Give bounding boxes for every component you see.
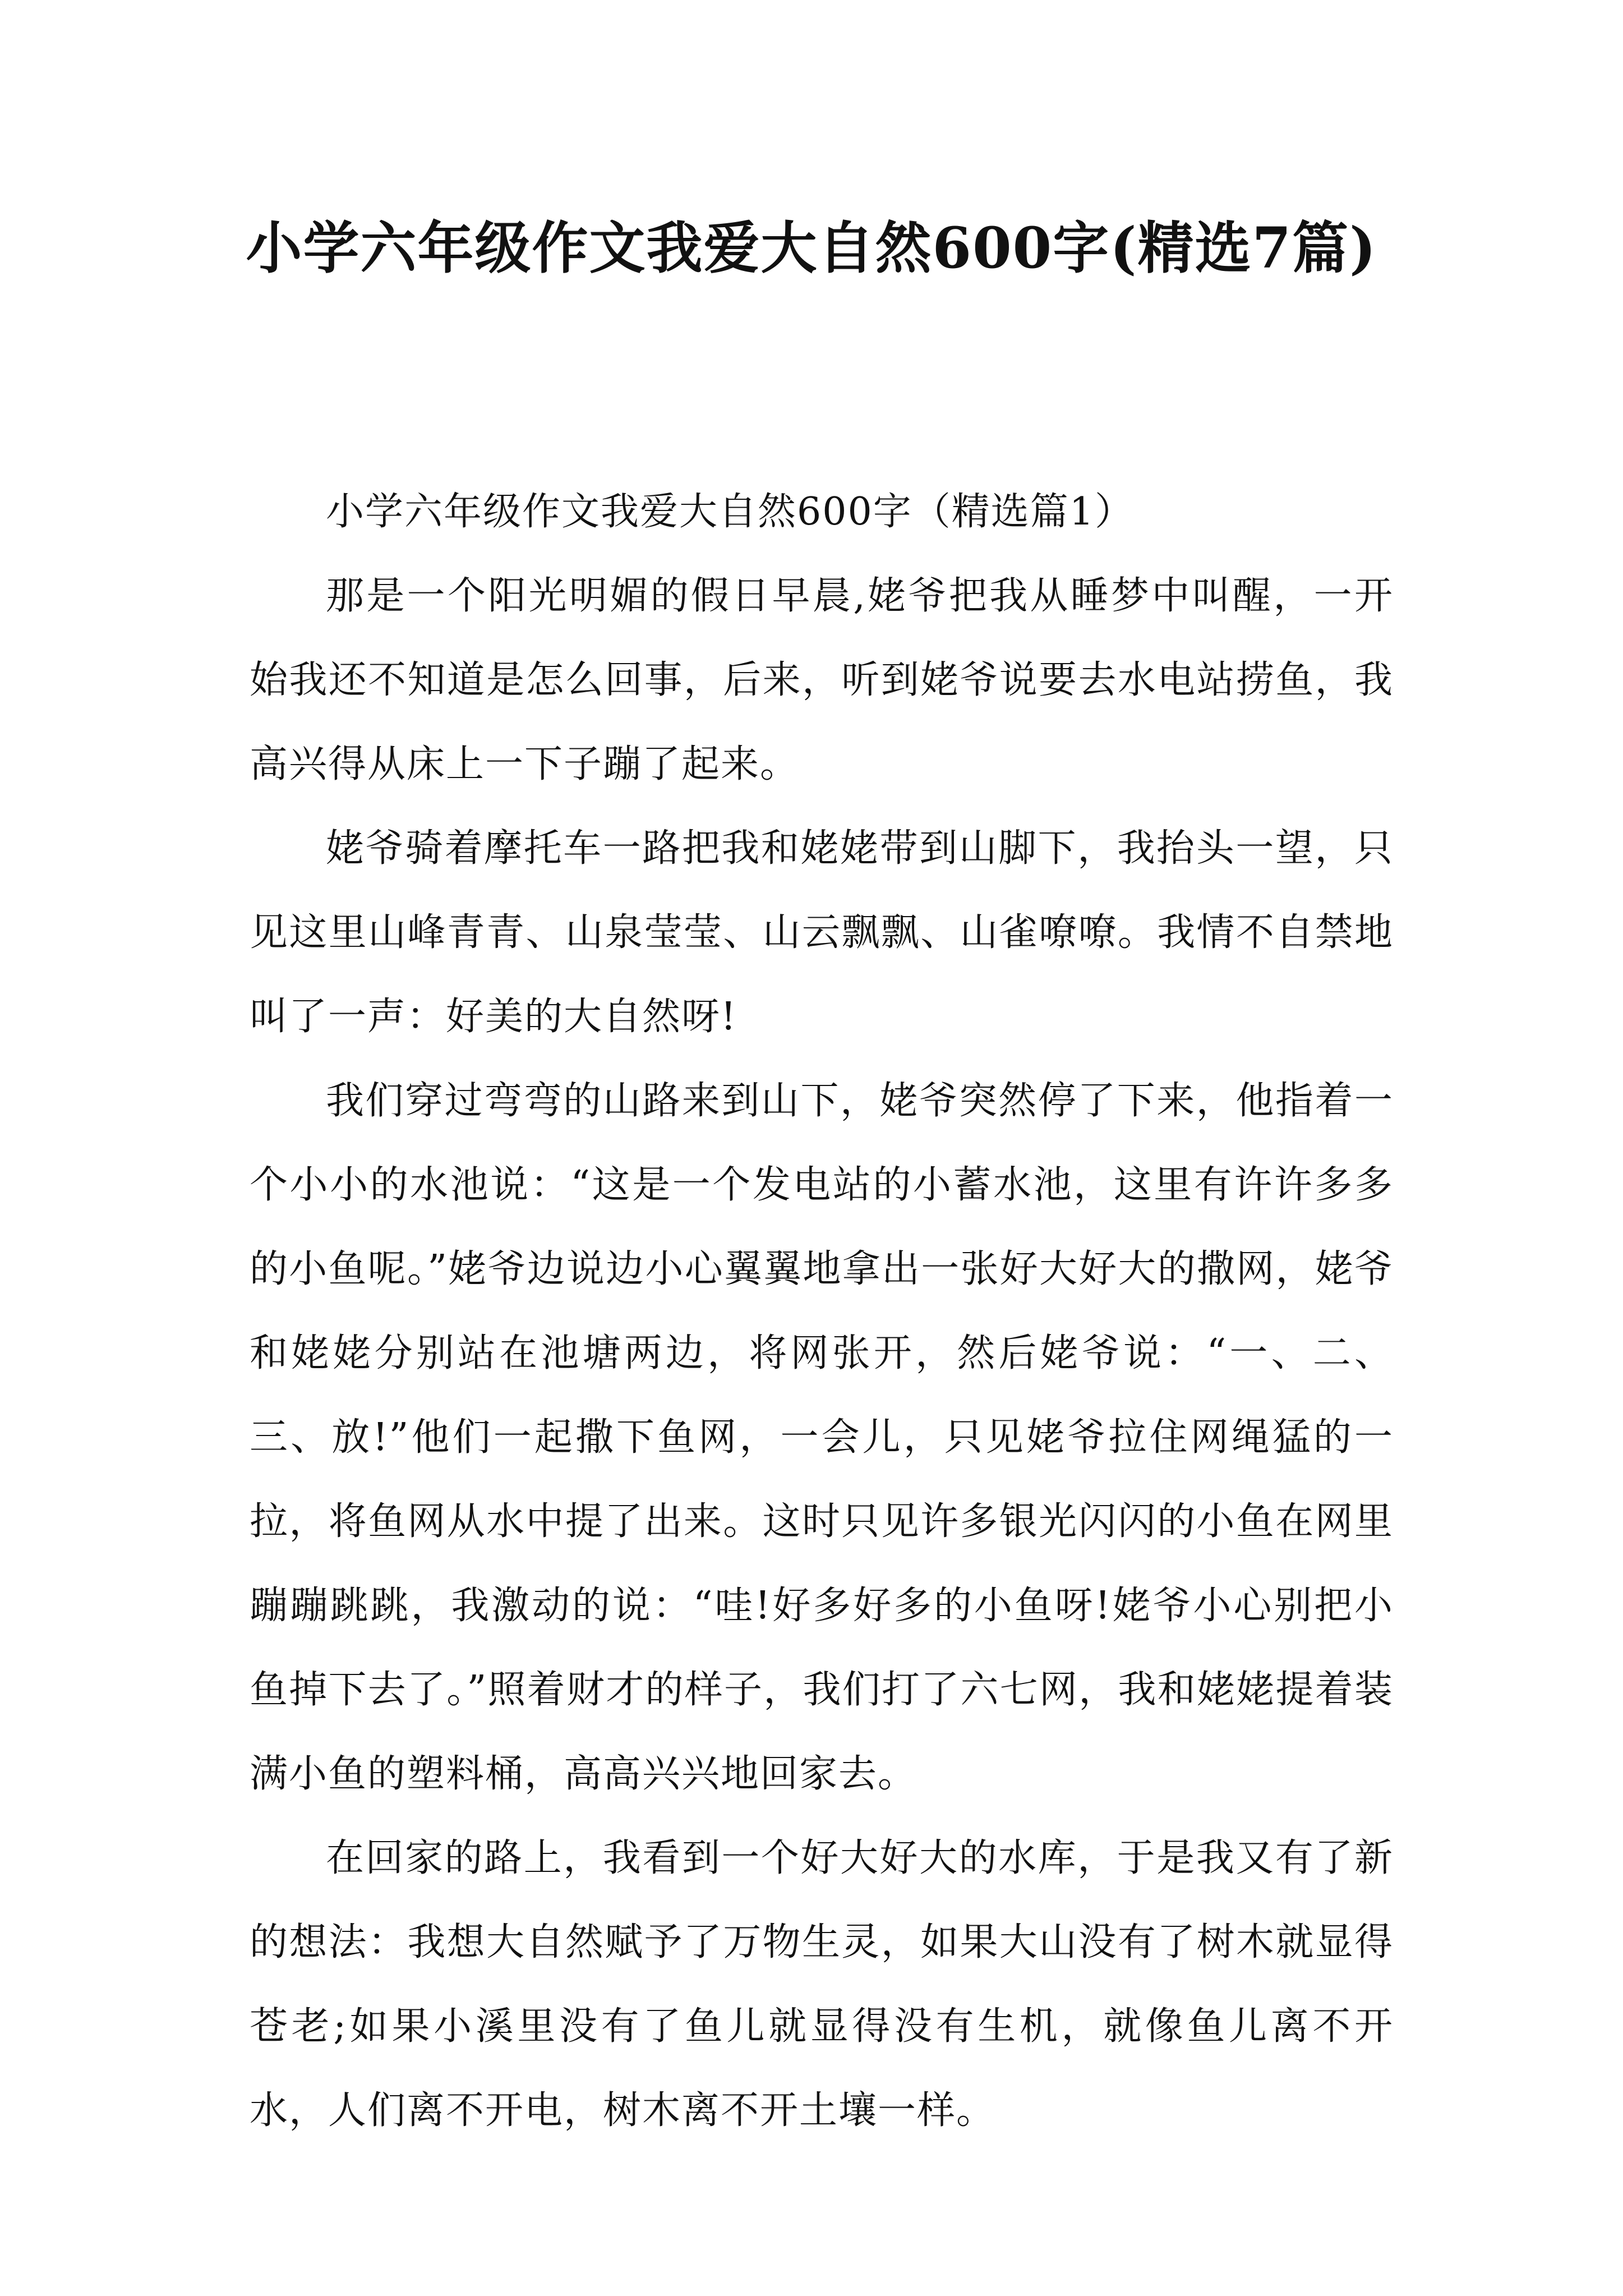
document-body — [250, 470, 1394, 2153]
paragraph: 在回家的路上，我看到一个好大好大的水库，于是我又有了新的想法：我想大自然赋予了万物生灵，如果大山没有了树木就显得苍老;如果小溪里没有了鱼儿就显得没有生机，就像鱼儿离不开水，人们离不开电，树木离不开土壤一样。 — [250, 1836, 1394, 2133]
paragraph: 那是一个阳光明媚的假日早晨,姥爷把我从睡梦中叫醒，一开始我还不知道是怎么回事，后来，听到姥爷说要去水电站捞鱼，我高兴得从床上一下子蹦了起来。 — [250, 574, 1394, 786]
paragraph: 我们穿过弯弯的山路来到山下，姥爷突然停了下来，他指着一个小小的水池说：“这是一个发电站的小蓄水池，这里有许许多多的小鱼呢。”姥爷边说边小心翼翼地拿出一张好大好大的撒网，姥爷和姥姥分别站在池塘两边，将网张开，然后姥爷说：“一、二、三、放!”他们一起撒下鱼网，一会儿，只见姥爷拉住网绳猛的一拉，将鱼网从水中提了出来。这时只见许多银光闪闪的小鱼在网里蹦蹦跳跳，我激动的说：“哇!好多好多的小鱼呀!姥爷小心别把小鱼掉下去了。”照着财才的样子，我们打了六七网，我和姥姥提着装满小鱼的塑料桶，高高兴兴地回家去。 — [250, 1079, 1394, 1796]
document-title: 小学六年级作文我爱大自然600字(精选7篇) — [246, 215, 1377, 281]
section-heading: 小学六年级作文我爱大自然600字（精选篇1） — [326, 490, 1135, 534]
paragraph: 姥爷骑着摩托车一路把我和姥姥带到山脚下，我抬头一望，只见这里山峰青青、山泉莹莹、山云飘飘、山雀嘹嘹。我情不自禁地叫了一声：好美的大自然呀! — [250, 826, 1394, 1039]
